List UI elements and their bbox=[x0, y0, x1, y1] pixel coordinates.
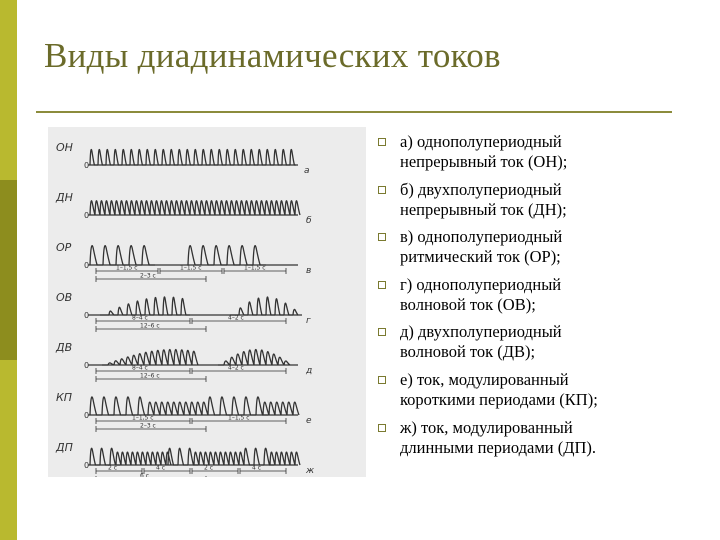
bullet-text-line2: короткими периодами (КП); bbox=[400, 389, 598, 409]
dimension-label: 4–2 с bbox=[228, 364, 244, 372]
bullet-text-line1: е) ток, модулированный bbox=[400, 369, 569, 389]
waveform-trace bbox=[90, 246, 266, 265]
waveform-zero-label: 0 bbox=[84, 211, 90, 220]
waveform-trace bbox=[100, 297, 302, 315]
waveform-trace bbox=[90, 150, 298, 165]
bullet-text-line1: ж) ток, модулированный bbox=[400, 417, 573, 437]
waveform-letter-label: е bbox=[306, 416, 312, 426]
waveform-trace bbox=[90, 448, 300, 465]
waveform-row-label: ОР bbox=[56, 241, 72, 254]
dimension-label: 4 с bbox=[252, 464, 262, 472]
waveform-row-label: ДП bbox=[56, 441, 73, 454]
bullet-text-line2: непрерывный ток (ОН); bbox=[400, 152, 568, 171]
waveform-diagram bbox=[48, 127, 366, 477]
waveform-row-label: ОН bbox=[56, 141, 73, 154]
dimension-label: 2–3 с bbox=[140, 422, 156, 430]
bullet-text-line1: а) однополупериодный bbox=[400, 132, 562, 151]
bullet-marker-icon bbox=[378, 376, 386, 384]
bullet-text-line1: г) однополупериодный bbox=[400, 274, 562, 294]
title-divider bbox=[36, 111, 672, 113]
dimension-label: 1–1,5 с bbox=[116, 264, 138, 272]
dimension-label: 1–1,5 с bbox=[132, 414, 154, 422]
waveform-zero-label: 0 bbox=[84, 261, 90, 270]
bullet-marker-icon bbox=[378, 328, 386, 336]
waveform-zero-label: 0 bbox=[84, 461, 90, 470]
bullet-item-dn bbox=[376, 180, 706, 228]
dimension-label: 1–1,5 с bbox=[228, 414, 250, 422]
bullet-list bbox=[376, 132, 706, 465]
waveform-row-label: ДВ bbox=[56, 341, 73, 354]
waveform-zero-label: 0 bbox=[84, 411, 90, 420]
dimension-label: 1–1,5 с bbox=[244, 264, 266, 272]
waveform-letter-label: а bbox=[304, 166, 310, 176]
dimension-label: 12–6 с bbox=[140, 322, 160, 330]
bullet-text-line1: в) однополупериодный bbox=[400, 227, 563, 247]
bullet-text-line2: длинными периодами (ДП). bbox=[400, 437, 597, 457]
bullet-text-line2: волновой ток (ОВ); bbox=[400, 294, 536, 314]
bullet-marker-icon bbox=[378, 424, 386, 432]
bullet-marker-icon bbox=[378, 281, 386, 289]
bullet-text-line1: д) двухполупериодный bbox=[400, 322, 562, 342]
bullet-item-dv bbox=[376, 322, 706, 370]
accent-bar-segment-bottom bbox=[0, 360, 17, 540]
waveform-zero-label: 0 bbox=[84, 361, 90, 370]
dimension-label: 2–3 с bbox=[140, 272, 156, 280]
waveform-letter-label: д bbox=[306, 366, 313, 376]
dimension-label: 8–4 с bbox=[132, 314, 148, 322]
waveform-row-label: ОВ bbox=[56, 291, 73, 304]
bullet-text-line2: непрерывный ток (ДН); bbox=[400, 199, 567, 219]
accent-sidebar bbox=[0, 0, 17, 540]
waveform-row-label: КП bbox=[56, 391, 73, 404]
bullet-item-dp bbox=[376, 418, 706, 466]
waveform-letter-label: ж bbox=[306, 466, 315, 476]
waveform-zero-label: 0 bbox=[84, 161, 90, 170]
waveform-trace bbox=[90, 397, 299, 415]
waveform-letter-label: б bbox=[306, 216, 312, 226]
bullet-text-line2: волновой ток (ДВ); bbox=[400, 342, 536, 362]
slide-title: Виды диадинамических токов bbox=[44, 36, 501, 75]
waveform-trace bbox=[102, 350, 290, 365]
dimension-label: 2 с bbox=[204, 464, 214, 472]
dimension-label: 12–6 с bbox=[140, 372, 160, 380]
bullet-marker-icon bbox=[378, 186, 386, 194]
dimension-label: 4–2 с bbox=[228, 314, 244, 322]
bullet-item-kp bbox=[376, 370, 706, 418]
waveform-zero-label: 0 bbox=[84, 311, 90, 320]
dimension-label: 2 с bbox=[108, 464, 118, 472]
bullet-text-line2: ритмический ток (ОР); bbox=[400, 247, 561, 267]
bullet-marker-icon bbox=[378, 233, 386, 241]
dimension-label: 6 с bbox=[140, 472, 150, 477]
dimension-label: 8–4 с bbox=[132, 364, 148, 372]
waveform-trace bbox=[90, 201, 300, 215]
bullet-item-on bbox=[376, 132, 706, 180]
waveform-row-label: ДН bbox=[56, 191, 73, 204]
bullet-marker-icon bbox=[378, 138, 386, 146]
bullet-text-line1: б) двухполупериодный bbox=[400, 179, 562, 199]
bullet-item-or bbox=[376, 227, 706, 275]
waveform-letter-label: в bbox=[306, 266, 312, 276]
accent-bar-segment-top bbox=[0, 0, 17, 180]
waveform-figure bbox=[48, 127, 366, 477]
dimension-label: 1–1,5 с bbox=[180, 264, 202, 272]
accent-bar-segment-mid bbox=[0, 180, 17, 360]
waveform-letter-label: г bbox=[306, 316, 311, 326]
dimension-label: 4 с bbox=[156, 464, 166, 472]
bullet-item-ov bbox=[376, 275, 706, 323]
